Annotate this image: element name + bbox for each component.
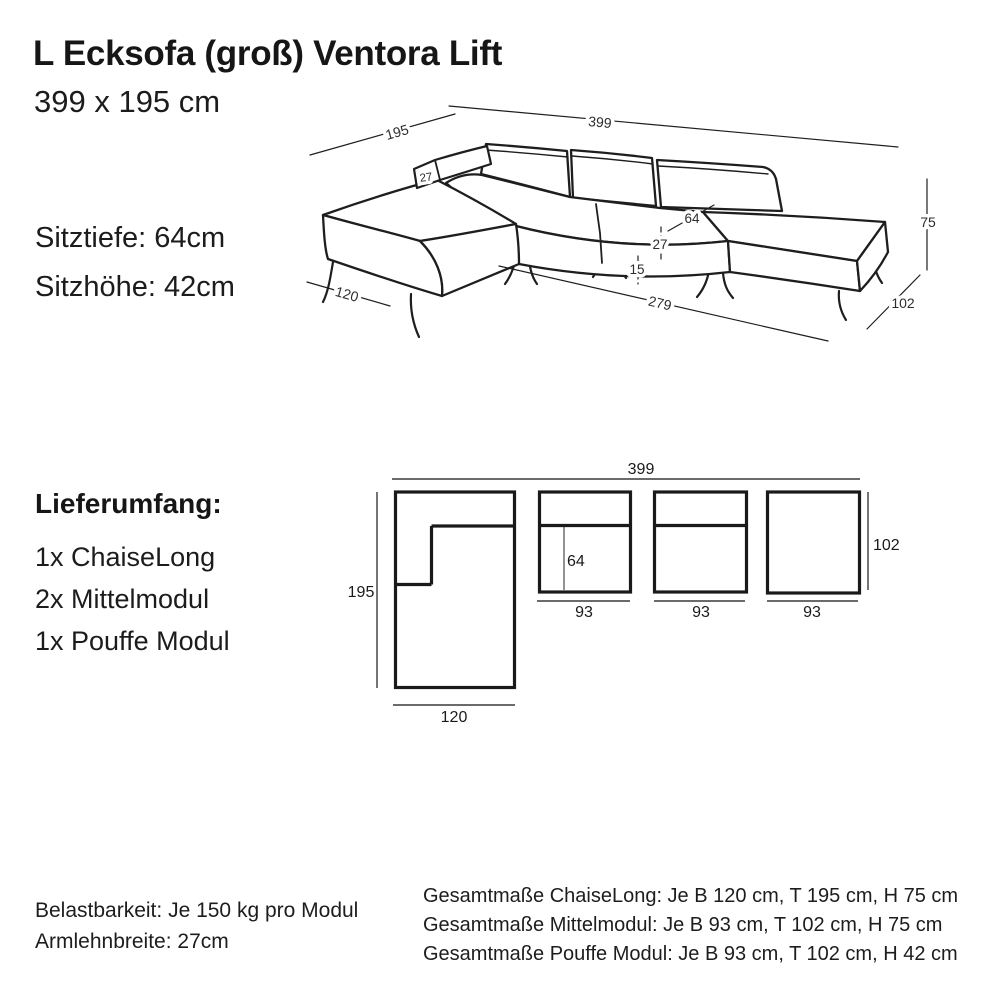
- plan-depth-label: 195: [347, 584, 375, 601]
- perspective-height-label: 75: [920, 214, 936, 230]
- sofa-perspective-drawing: [307, 106, 927, 341]
- delivery-item-pouffe: 1x Pouffe Modul: [35, 626, 230, 656]
- seat-height-text: Sitzhöhe: 42cm: [35, 271, 235, 303]
- plan-seat-depth-label: 64: [567, 553, 585, 570]
- perspective-gap-label: 15: [629, 262, 645, 277]
- overall-pouffe-text: Gesamtmaße Pouffe Modul: Je B 93 cm, T 102 cm, H 42 cm: [423, 943, 958, 965]
- page-title: L Ecksofa (groß) Ventora Lift: [33, 34, 503, 73]
- overall-mittelmodul-text: Gesamtmaße Mittelmodul: Je B 93 cm, T 102 cm, H 75 cm: [423, 914, 943, 936]
- plan-middle-module-2: [655, 492, 747, 592]
- armrest-width-text: Armlehnbreite: 27cm: [35, 930, 229, 953]
- plan-chaise-width-label: 120: [440, 709, 468, 726]
- module-plan-drawing: [377, 479, 868, 705]
- pouffe-block: [703, 212, 888, 291]
- delivery-item-mittelmodul: 2x Mittelmodul: [35, 584, 210, 614]
- perspective-armrest-height-label: 27: [652, 237, 668, 252]
- perspective-chaise-width-label: 120: [333, 283, 361, 305]
- delivery-scope-heading: Lieferumfang:: [35, 488, 222, 519]
- seat-depth-text: Sitztiefe: 64cm: [35, 222, 226, 254]
- perspective-inner-width-label: 279: [646, 292, 674, 314]
- plan-module-depth-label: 102: [873, 537, 900, 554]
- plan-middle-module-1: [540, 492, 631, 592]
- plan-module3-width-label: 93: [803, 604, 821, 621]
- perspective-armrest-label: 27: [418, 171, 434, 185]
- plan-pouffe-module: [768, 492, 860, 593]
- plan-width-label: 399: [627, 461, 655, 478]
- delivery-item-chaiselong: 1x ChaiseLong: [35, 542, 216, 572]
- overall-chaiselong-text: Gesamtmaße ChaiseLong: Je B 120 cm, T 195 cm, H 75 cm: [423, 885, 959, 907]
- page-subtitle-dimensions: 399 x 195 cm: [34, 84, 221, 119]
- plan-module1-width-label: 93: [575, 604, 593, 621]
- plan-module2-width-label: 93: [692, 604, 710, 621]
- plan-chaise-module: [396, 492, 515, 688]
- perspective-module-depth-label: 102: [891, 295, 915, 311]
- perspective-depth-label: 195: [383, 121, 411, 143]
- load-capacity-text: Belastbarkeit: Je 150 kg pro Modul: [35, 899, 359, 922]
- perspective-width-label: 399: [587, 113, 613, 131]
- perspective-seat-depth-label: 64: [684, 211, 700, 226]
